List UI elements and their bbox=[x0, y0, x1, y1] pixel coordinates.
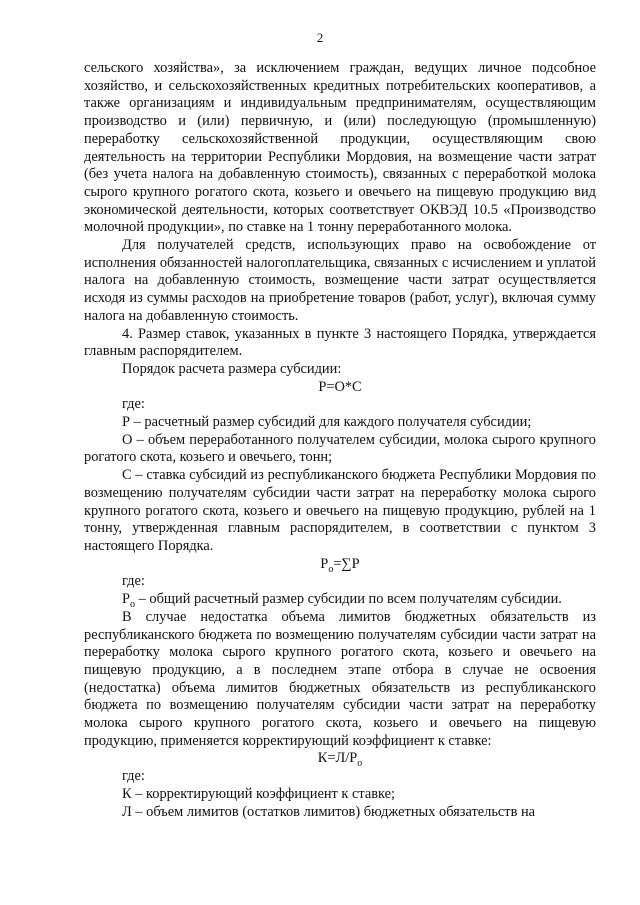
formula-coefficient bbox=[84, 750, 596, 768]
definition-po bbox=[84, 591, 596, 609]
page-number: 2 bbox=[316, 30, 324, 45]
where-label: где: bbox=[122, 396, 145, 413]
paragraph-shortfall: В случае недостатка объема лимитов бюджетных обязательств из республиканского бюджета по возмещению получателям субсидии части затрат на переработку молока сырого крупного рогатого скота, козьего и овечьего на пищевую продукцию, а в последнем этапе отбора в случае не освоения (недостатка) объема лимитов бюджетных обязательств из республиканского бюджета по возмещению получателям субсидии части затрат на переработку молока сырого крупного рогатого скота, козьего и овечьего на пищевую продукцию, применяется корректирующий коэффициент к ставке: bbox=[84, 608, 596, 749]
formula-coefficient-subscript: о bbox=[357, 758, 363, 770]
where-label: где: bbox=[122, 768, 145, 785]
definition-po-subscript: о bbox=[130, 598, 136, 610]
paragraph-vat-exemption: Для получателей средств, использующих право на освобождение от исполнения обязанностей налогоплательщика, связанных с исчислением и уплатой налога на добавленную стоимость, возмещение части затрат осуществляется исходя из суммы расходов на приобретение товаров (работ, услуг), включая сумму налога на добавленную стоимость. bbox=[84, 237, 596, 324]
formula-subsidy: Р=О*С bbox=[318, 378, 362, 395]
formula-total-rhs: =∑Р bbox=[333, 555, 360, 572]
paragraph-calc-order: Порядок расчета размера субсидии: bbox=[122, 360, 342, 377]
formula-coefficient-main: К=Л/Р bbox=[317, 750, 358, 767]
paragraph-continuation: сельского хозяйства», за исключением граждан, ведущих личное подсобное хозяйство, и сельскохозяйственных кредитных потребительских кооперативов, а также организациям и индивидуальным предпринимателям, осуществляющим производство и (или) первичную, и (или) последующую (промышленную) переработку сельскохозяйственной продукции, осуществляющим свою деятельность на территории Республики Мордовия, на возмещение части затрат (без учета налога на добавленную стоимость), связанных с переработкой молока сырого крупного рогатого скота, козьего и овечьего на пищевую продукцию вид экономической деятельности, которых соответствует ОКВЭД 10.5 «Производство молочной продукции», по ставке на 1 тонну переработанного молока. bbox=[84, 60, 596, 236]
definition-o: О – объем переработанного получателем субсидии, молока сырого крупного рогатого скота, козьего и овечьего, тонн; bbox=[84, 431, 596, 466]
definition-po-text: – общий расчетный размер субсидии по всем получателям субсидии. bbox=[135, 591, 562, 608]
definition-p: Р – расчетный размер субсидий для каждого получателя субсидии; bbox=[122, 414, 532, 431]
document-body bbox=[84, 60, 596, 821]
definition-c: С – ставка субсидий из республиканского бюджета Республики Мордовия по возмещению получателям субсидии части затрат на переработку молока сырого крупного рогатого скота, козьего и овечьего на пищевую продукцию, рублей на 1 тонну, утвержденная главным распорядителем, в соответствии с пунктом 3 настоящего Порядка. bbox=[84, 467, 596, 554]
definition-l: Л – объем лимитов (остатков лимитов) бюджетных обязательств на bbox=[122, 803, 536, 820]
formula-total-lhs: Р bbox=[320, 555, 329, 572]
formula-total-subscript: о bbox=[328, 563, 334, 575]
definition-po-symbol: Р bbox=[122, 591, 131, 608]
where-label: где: bbox=[122, 573, 145, 590]
formula-total-subsidy bbox=[84, 556, 596, 574]
definition-k: К – корректирующий коэффициент к ставке; bbox=[122, 785, 396, 802]
paragraph-item-4: 4. Размер ставок, указанных в пункте 3 настоящего Порядка, утверждается главным распорядителем. bbox=[84, 325, 596, 360]
